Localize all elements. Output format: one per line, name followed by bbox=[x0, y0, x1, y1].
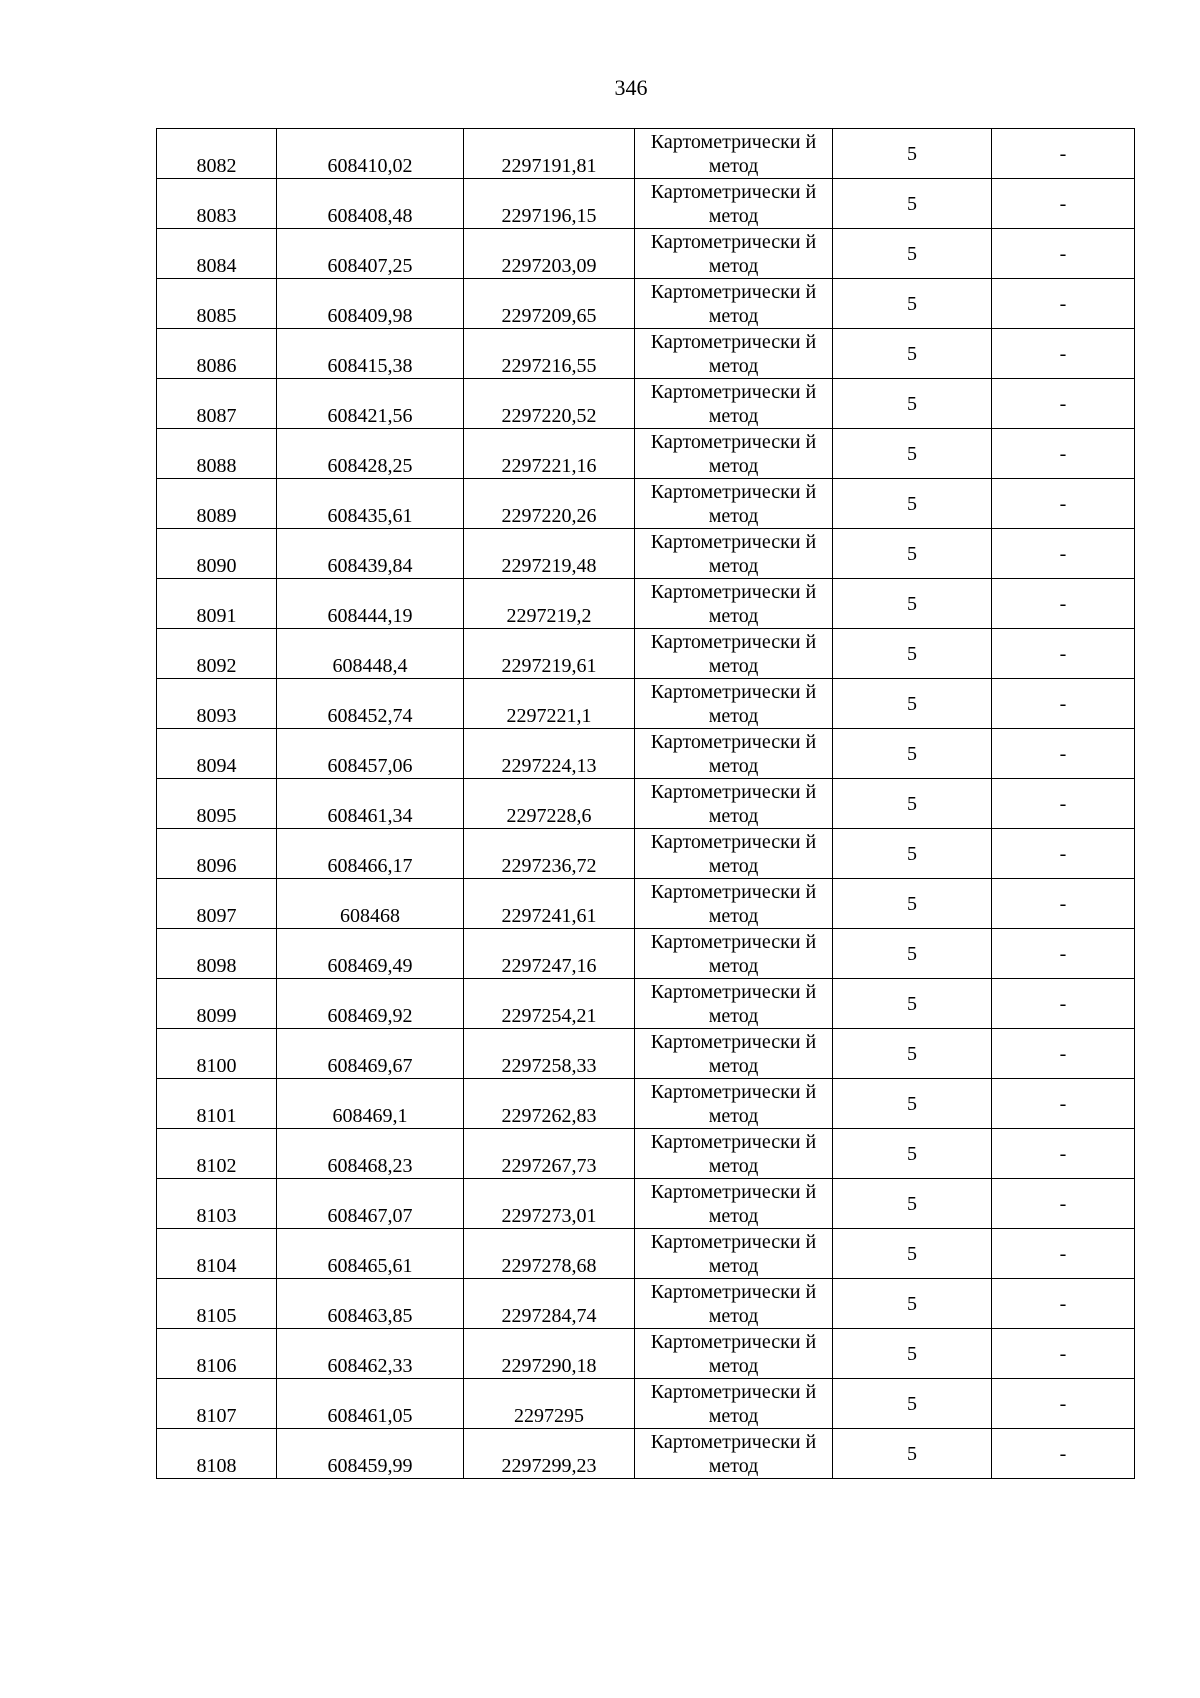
y-coordinate-cell: 2297219,2 bbox=[464, 579, 635, 629]
table-row bbox=[157, 579, 1135, 629]
method-cell: Картометрически й метод bbox=[635, 229, 833, 279]
x-coordinate-cell: 608410,02 bbox=[277, 129, 464, 179]
table-row bbox=[157, 379, 1135, 429]
y-coordinate-cell: 2297273,01 bbox=[464, 1179, 635, 1229]
accuracy-cell: 5 bbox=[833, 329, 992, 379]
method-cell: Картометрически й метод bbox=[635, 879, 833, 929]
method-cell: Картометрически й метод bbox=[635, 179, 833, 229]
accuracy-cell: 5 bbox=[833, 979, 992, 1029]
point-number-cell: 8094 bbox=[157, 729, 277, 779]
accuracy-cell: 5 bbox=[833, 879, 992, 929]
method-cell: Картометрически й метод bbox=[635, 929, 833, 979]
x-coordinate-cell: 608467,07 bbox=[277, 1179, 464, 1229]
accuracy-cell: 5 bbox=[833, 1079, 992, 1129]
table-row bbox=[157, 629, 1135, 679]
point-number-cell: 8097 bbox=[157, 879, 277, 929]
method-cell: Картометрически й метод bbox=[635, 1029, 833, 1079]
point-number-cell: 8096 bbox=[157, 829, 277, 879]
table-row bbox=[157, 129, 1135, 179]
method-cell: Картометрически й метод bbox=[635, 329, 833, 379]
method-cell: Картометрически й метод bbox=[635, 129, 833, 179]
x-coordinate-cell: 608463,85 bbox=[277, 1279, 464, 1329]
page-number: 346 bbox=[614, 75, 648, 100]
table-row bbox=[157, 729, 1135, 779]
y-coordinate-cell: 2297219,48 bbox=[464, 529, 635, 579]
note-cell: - bbox=[992, 879, 1135, 929]
x-coordinate-cell: 608439,84 bbox=[277, 529, 464, 579]
table-row bbox=[157, 679, 1135, 729]
accuracy-cell: 5 bbox=[833, 379, 992, 429]
x-coordinate-cell: 608407,25 bbox=[277, 229, 464, 279]
accuracy-cell: 5 bbox=[833, 1229, 992, 1279]
coordinates-table bbox=[156, 128, 1135, 1479]
accuracy-cell: 5 bbox=[833, 1429, 992, 1479]
table-row bbox=[157, 929, 1135, 979]
y-coordinate-cell: 2297295 bbox=[464, 1379, 635, 1429]
point-number-cell: 8102 bbox=[157, 1129, 277, 1179]
x-coordinate-cell: 608461,05 bbox=[277, 1379, 464, 1429]
note-cell: - bbox=[992, 1429, 1135, 1479]
point-number-cell: 8108 bbox=[157, 1429, 277, 1479]
note-cell: - bbox=[992, 179, 1135, 229]
table-row bbox=[157, 1229, 1135, 1279]
x-coordinate-cell: 608469,92 bbox=[277, 979, 464, 1029]
table-row bbox=[157, 329, 1135, 379]
note-cell: - bbox=[992, 929, 1135, 979]
point-number-cell: 8105 bbox=[157, 1279, 277, 1329]
note-cell: - bbox=[992, 1179, 1135, 1229]
y-coordinate-cell: 2297247,16 bbox=[464, 929, 635, 979]
table-row bbox=[157, 279, 1135, 329]
accuracy-cell: 5 bbox=[833, 679, 992, 729]
note-cell: - bbox=[992, 1229, 1135, 1279]
table-row bbox=[157, 779, 1135, 829]
y-coordinate-cell: 2297290,18 bbox=[464, 1329, 635, 1379]
y-coordinate-cell: 2297219,61 bbox=[464, 629, 635, 679]
point-number-cell: 8082 bbox=[157, 129, 277, 179]
point-number-cell: 8086 bbox=[157, 329, 277, 379]
point-number-cell: 8083 bbox=[157, 179, 277, 229]
note-cell: - bbox=[992, 479, 1135, 529]
point-number-cell: 8084 bbox=[157, 229, 277, 279]
x-coordinate-cell: 608448,4 bbox=[277, 629, 464, 679]
method-cell: Картометрически й метод bbox=[635, 1229, 833, 1279]
point-number-cell: 8087 bbox=[157, 379, 277, 429]
table-row bbox=[157, 179, 1135, 229]
point-number-cell: 8099 bbox=[157, 979, 277, 1029]
method-cell: Картометрически й метод bbox=[635, 379, 833, 429]
table-row bbox=[157, 1129, 1135, 1179]
method-cell: Картометрически й метод bbox=[635, 529, 833, 579]
y-coordinate-cell: 2297278,68 bbox=[464, 1229, 635, 1279]
table-row bbox=[157, 979, 1135, 1029]
method-cell: Картометрически й метод bbox=[635, 479, 833, 529]
point-number-cell: 8101 bbox=[157, 1079, 277, 1129]
x-coordinate-cell: 608415,38 bbox=[277, 329, 464, 379]
table-row bbox=[157, 229, 1135, 279]
x-coordinate-cell: 608457,06 bbox=[277, 729, 464, 779]
table-row bbox=[157, 529, 1135, 579]
method-cell: Картометрически й метод bbox=[635, 729, 833, 779]
table-row bbox=[157, 1079, 1135, 1129]
point-number-cell: 8095 bbox=[157, 779, 277, 829]
note-cell: - bbox=[992, 1279, 1135, 1329]
table-row bbox=[157, 1429, 1135, 1479]
y-coordinate-cell: 2297254,21 bbox=[464, 979, 635, 1029]
y-coordinate-cell: 2297191,81 bbox=[464, 129, 635, 179]
accuracy-cell: 5 bbox=[833, 1329, 992, 1379]
accuracy-cell: 5 bbox=[833, 1029, 992, 1079]
method-cell: Картометрически й метод bbox=[635, 779, 833, 829]
y-coordinate-cell: 2297216,55 bbox=[464, 329, 635, 379]
note-cell: - bbox=[992, 379, 1135, 429]
point-number-cell: 8107 bbox=[157, 1379, 277, 1429]
method-cell: Картометрически й метод bbox=[635, 629, 833, 679]
method-cell: Картометрически й метод bbox=[635, 679, 833, 729]
x-coordinate-cell: 608444,19 bbox=[277, 579, 464, 629]
table-row bbox=[157, 829, 1135, 879]
note-cell: - bbox=[992, 1379, 1135, 1429]
method-cell: Картометрически й метод bbox=[635, 429, 833, 479]
note-cell: - bbox=[992, 329, 1135, 379]
x-coordinate-cell: 608469,1 bbox=[277, 1079, 464, 1129]
note-cell: - bbox=[992, 129, 1135, 179]
accuracy-cell: 5 bbox=[833, 829, 992, 879]
accuracy-cell: 5 bbox=[833, 929, 992, 979]
method-cell: Картометрически й метод bbox=[635, 829, 833, 879]
method-cell: Картометрически й метод bbox=[635, 1329, 833, 1379]
point-number-cell: 8085 bbox=[157, 279, 277, 329]
x-coordinate-cell: 608459,99 bbox=[277, 1429, 464, 1479]
y-coordinate-cell: 2297262,83 bbox=[464, 1079, 635, 1129]
x-coordinate-cell: 608468,23 bbox=[277, 1129, 464, 1179]
accuracy-cell: 5 bbox=[833, 779, 992, 829]
y-coordinate-cell: 2297209,65 bbox=[464, 279, 635, 329]
x-coordinate-cell: 608461,34 bbox=[277, 779, 464, 829]
table-row bbox=[157, 1279, 1135, 1329]
method-cell: Картометрически й метод bbox=[635, 1279, 833, 1329]
method-cell: Картометрически й метод bbox=[635, 1429, 833, 1479]
x-coordinate-cell: 608435,61 bbox=[277, 479, 464, 529]
accuracy-cell: 5 bbox=[833, 629, 992, 679]
note-cell: - bbox=[992, 1029, 1135, 1079]
x-coordinate-cell: 608462,33 bbox=[277, 1329, 464, 1379]
accuracy-cell: 5 bbox=[833, 179, 992, 229]
x-coordinate-cell: 608466,17 bbox=[277, 829, 464, 879]
table-row bbox=[157, 1329, 1135, 1379]
accuracy-cell: 5 bbox=[833, 1279, 992, 1329]
y-coordinate-cell: 2297203,09 bbox=[464, 229, 635, 279]
y-coordinate-cell: 2297220,52 bbox=[464, 379, 635, 429]
table-row bbox=[157, 1179, 1135, 1229]
point-number-cell: 8089 bbox=[157, 479, 277, 529]
note-cell: - bbox=[992, 429, 1135, 479]
method-cell: Картометрически й метод bbox=[635, 979, 833, 1029]
accuracy-cell: 5 bbox=[833, 279, 992, 329]
y-coordinate-cell: 2297241,61 bbox=[464, 879, 635, 929]
x-coordinate-cell: 608421,56 bbox=[277, 379, 464, 429]
note-cell: - bbox=[992, 679, 1135, 729]
point-number-cell: 8103 bbox=[157, 1179, 277, 1229]
table-row bbox=[157, 429, 1135, 479]
accuracy-cell: 5 bbox=[833, 579, 992, 629]
note-cell: - bbox=[992, 729, 1135, 779]
note-cell: - bbox=[992, 1329, 1135, 1379]
x-coordinate-cell: 608469,49 bbox=[277, 929, 464, 979]
note-cell: - bbox=[992, 1079, 1135, 1129]
method-cell: Картометрически й метод bbox=[635, 1129, 833, 1179]
table-row bbox=[157, 1379, 1135, 1429]
note-cell: - bbox=[992, 1129, 1135, 1179]
note-cell: - bbox=[992, 829, 1135, 879]
note-cell: - bbox=[992, 279, 1135, 329]
point-number-cell: 8100 bbox=[157, 1029, 277, 1079]
note-cell: - bbox=[992, 579, 1135, 629]
y-coordinate-cell: 2297284,74 bbox=[464, 1279, 635, 1329]
table-body bbox=[157, 129, 1135, 1479]
table-row bbox=[157, 479, 1135, 529]
accuracy-cell: 5 bbox=[833, 229, 992, 279]
table-row bbox=[157, 879, 1135, 929]
note-cell: - bbox=[992, 229, 1135, 279]
x-coordinate-cell: 608469,67 bbox=[277, 1029, 464, 1079]
y-coordinate-cell: 2297224,13 bbox=[464, 729, 635, 779]
x-coordinate-cell: 608428,25 bbox=[277, 429, 464, 479]
point-number-cell: 8090 bbox=[157, 529, 277, 579]
x-coordinate-cell: 608465,61 bbox=[277, 1229, 464, 1279]
accuracy-cell: 5 bbox=[833, 1179, 992, 1229]
x-coordinate-cell: 608409,98 bbox=[277, 279, 464, 329]
x-coordinate-cell: 608408,48 bbox=[277, 179, 464, 229]
accuracy-cell: 5 bbox=[833, 1379, 992, 1429]
y-coordinate-cell: 2297299,23 bbox=[464, 1429, 635, 1479]
point-number-cell: 8093 bbox=[157, 679, 277, 729]
y-coordinate-cell: 2297221,1 bbox=[464, 679, 635, 729]
accuracy-cell: 5 bbox=[833, 1129, 992, 1179]
y-coordinate-cell: 2297258,33 bbox=[464, 1029, 635, 1079]
y-coordinate-cell: 2297196,15 bbox=[464, 179, 635, 229]
point-number-cell: 8092 bbox=[157, 629, 277, 679]
method-cell: Картометрически й метод bbox=[635, 1179, 833, 1229]
point-number-cell: 8088 bbox=[157, 429, 277, 479]
note-cell: - bbox=[992, 979, 1135, 1029]
accuracy-cell: 5 bbox=[833, 479, 992, 529]
accuracy-cell: 5 bbox=[833, 729, 992, 779]
accuracy-cell: 5 bbox=[833, 529, 992, 579]
y-coordinate-cell: 2297236,72 bbox=[464, 829, 635, 879]
point-number-cell: 8091 bbox=[157, 579, 277, 629]
method-cell: Картометрически й метод bbox=[635, 1079, 833, 1129]
method-cell: Картометрически й метод bbox=[635, 579, 833, 629]
accuracy-cell: 5 bbox=[833, 429, 992, 479]
x-coordinate-cell: 608452,74 bbox=[277, 679, 464, 729]
point-number-cell: 8106 bbox=[157, 1329, 277, 1379]
note-cell: - bbox=[992, 779, 1135, 829]
table-row bbox=[157, 1029, 1135, 1079]
x-coordinate-cell: 608468 bbox=[277, 879, 464, 929]
note-cell: - bbox=[992, 629, 1135, 679]
y-coordinate-cell: 2297228,6 bbox=[464, 779, 635, 829]
y-coordinate-cell: 2297221,16 bbox=[464, 429, 635, 479]
point-number-cell: 8098 bbox=[157, 929, 277, 979]
y-coordinate-cell: 2297220,26 bbox=[464, 479, 635, 529]
method-cell: Картометрически й метод bbox=[635, 279, 833, 329]
point-number-cell: 8104 bbox=[157, 1229, 277, 1279]
accuracy-cell: 5 bbox=[833, 129, 992, 179]
y-coordinate-cell: 2297267,73 bbox=[464, 1129, 635, 1179]
note-cell: - bbox=[992, 529, 1135, 579]
method-cell: Картометрически й метод bbox=[635, 1379, 833, 1429]
